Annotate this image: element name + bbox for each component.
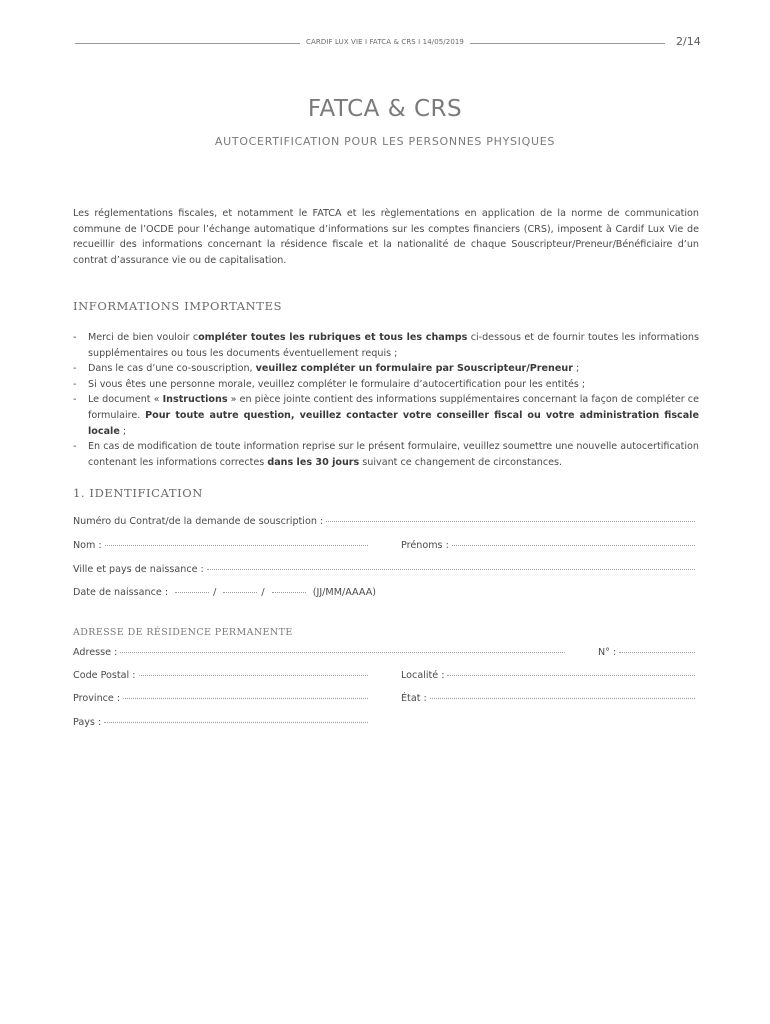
adresse-label: Adresse : xyxy=(73,647,118,658)
numero-field[interactable] xyxy=(598,647,695,658)
intro-paragraph: Les réglementations fiscales, et notamment le FATCA et les règlementations en application de la norme de communication commune de l’OCDE pour l’échange automatique d’informations sur les comptes financiers (CRS), imposent à Cardif Lux Vie de recueillir des informations concernant la résidence fiscale et la nationalité de chaque Souscripteur/Preneur/Bénéficiaire d’un contrat d’assurance vie ou de capitalisation. xyxy=(73,208,699,267)
pays-field[interactable] xyxy=(73,717,368,728)
item-text: Merci de bien vouloir c xyxy=(88,332,199,343)
list-item xyxy=(73,330,699,361)
numero-input-line[interactable] xyxy=(619,651,695,653)
nom-label: Nom : xyxy=(73,540,102,551)
localite-label: Localité : xyxy=(401,670,445,681)
document-title: FATCA & CRS xyxy=(307,96,463,122)
list-item xyxy=(73,377,699,393)
list-item xyxy=(73,361,699,377)
section-heading-identification: 1. IDENTIFICATION xyxy=(73,486,203,500)
adresse-field[interactable] xyxy=(73,647,565,658)
contract-number-input-line[interactable] xyxy=(326,520,695,522)
item-emphasis: Instructions xyxy=(162,394,228,406)
date-format-hint: (JJ/MM/AAAA) xyxy=(312,587,376,598)
list-dash: - xyxy=(73,332,77,343)
localite-input-line[interactable] xyxy=(447,674,695,676)
item-emphasis: veuillez compléter un formulaire par Souscripteur/Preneur xyxy=(255,363,573,375)
item-emphasis: Pour toute autre question, veuillez contacter votre conseiller fiscal ou votre administration fiscale locale xyxy=(88,409,699,437)
contract-number-label: Numéro du Contrat/de la demande de souscription : xyxy=(73,516,324,527)
list-dash: - xyxy=(73,378,77,390)
important-info-list xyxy=(73,330,699,470)
birthdate-field[interactable] xyxy=(73,587,376,598)
etat-label: État : xyxy=(401,693,427,704)
province-field[interactable] xyxy=(73,693,368,704)
pays-label: Pays : xyxy=(73,717,102,728)
date-separator: / xyxy=(261,587,265,598)
list-dash: - xyxy=(73,441,77,453)
header-rule-right xyxy=(470,43,665,44)
document-subtitle: AUTOCERTIFICATION POUR LES PERSONNES PHYSIQUES xyxy=(214,135,556,148)
running-header: CARDIF LUX VIE I FATCA & CRS I 14/05/2019 xyxy=(306,38,464,46)
list-dash: - xyxy=(73,363,77,375)
prenoms-input-line[interactable] xyxy=(452,544,695,546)
item-text: suivant ce changement de circonstances. xyxy=(359,456,563,468)
list-item xyxy=(73,392,699,439)
birthdate-label: Date de naissance : xyxy=(73,587,169,598)
item-text: ci-dessous et de fournir toutes les informations supplémentaires ou tous les documents éventuellement requis ; xyxy=(88,332,699,359)
code-postal-label: Code Postal : xyxy=(73,670,136,681)
birth-day-input[interactable] xyxy=(175,592,209,593)
list-dash: - xyxy=(73,394,77,406)
item-text: Le document « xyxy=(88,394,163,406)
birth-year-input[interactable] xyxy=(272,592,306,593)
list-item xyxy=(73,439,699,470)
page-number: 2/14 xyxy=(676,35,701,48)
item-emphasis: ompléter toutes les rubriques et tous les champs xyxy=(198,332,468,343)
prenoms-label: Prénoms : xyxy=(401,540,449,551)
etat-field[interactable] xyxy=(401,693,695,704)
date-separator: / xyxy=(213,587,217,598)
adresse-input-line[interactable] xyxy=(120,651,565,653)
item-text: Si vous êtes une personne morale, veuillez compléter le formulaire d’autocertification pour les entités ; xyxy=(88,378,586,390)
item-text: » en pièce jointe contient des informations supplémentaires concernant la façon de compléter ce formulaire. xyxy=(88,394,699,421)
birthplace-input-line[interactable] xyxy=(207,568,695,570)
birthplace-label: Ville et pays de naissance : xyxy=(73,564,204,575)
code-postal-input-line[interactable] xyxy=(139,674,368,676)
nom-input-line[interactable] xyxy=(105,544,368,546)
contract-number-field[interactable] xyxy=(73,516,695,527)
pays-input-line[interactable] xyxy=(104,721,368,723)
item-text: En cas de modification de toute information reprise sur le présent formulaire, veuillez soumettre une nouvelle autocertification contenant les informations correctes xyxy=(88,441,699,468)
item-emphasis: dans les 30 jours xyxy=(267,456,360,468)
code-postal-field[interactable] xyxy=(73,670,368,681)
prenoms-field[interactable] xyxy=(401,540,695,551)
section-heading-important: INFORMATIONS IMPORTANTES xyxy=(73,299,283,313)
item-text: ; xyxy=(119,425,127,437)
item-text: Dans le cas d’une co-souscription, xyxy=(88,363,256,375)
address-heading: ADRESSE DE RÉSIDENCE PERMANENTE xyxy=(73,627,293,638)
item-text: ; xyxy=(572,363,580,375)
province-label: Province : xyxy=(73,693,121,704)
birthplace-field[interactable] xyxy=(73,564,695,575)
header-rule-left xyxy=(75,43,300,44)
province-input-line[interactable] xyxy=(123,697,368,699)
numero-label: N° : xyxy=(598,647,617,658)
nom-field[interactable] xyxy=(73,540,368,551)
birth-month-input[interactable] xyxy=(223,592,257,593)
localite-field[interactable] xyxy=(401,670,695,681)
etat-input-line[interactable] xyxy=(430,697,695,699)
